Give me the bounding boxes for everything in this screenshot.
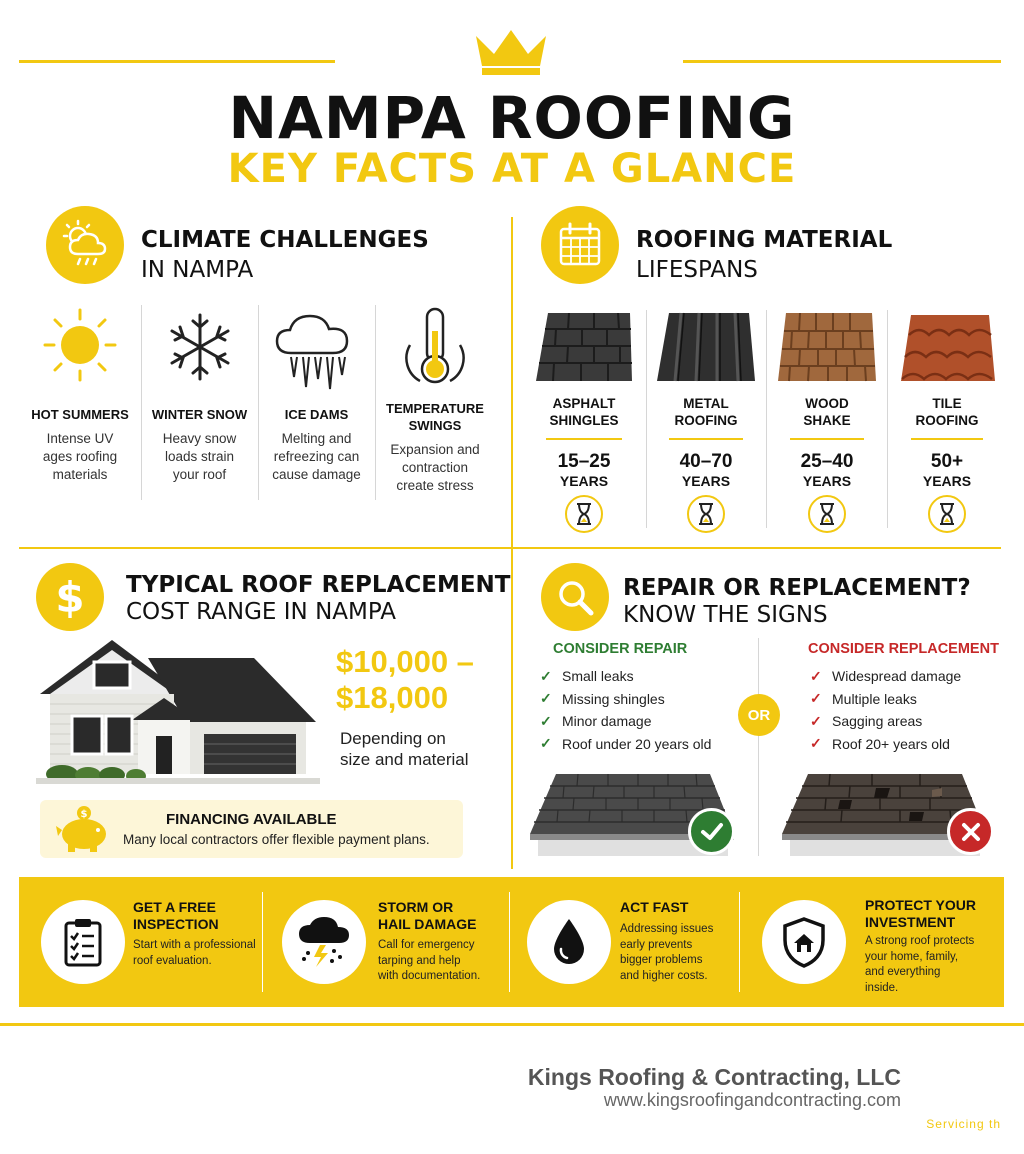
hourglass-icon <box>687 495 725 533</box>
check-icon <box>688 808 735 855</box>
climate-label: ICE DAMS <box>284 407 349 422</box>
header-rule-right <box>683 60 1001 63</box>
thermometer-icon <box>396 305 474 391</box>
material-years: 15–25 <box>557 451 611 472</box>
list-item: ✓ Widespread damage <box>810 667 962 685</box>
material-label: TILE ROOFING <box>915 396 979 428</box>
footer-rule <box>0 1023 1024 1026</box>
materials-title: ROOFING MATERIAL <box>636 227 893 253</box>
storm-icon <box>282 900 366 984</box>
band-title: STORM OR HAIL DAMAGE <box>378 899 477 932</box>
snowflake-icon <box>164 311 236 383</box>
band-divider <box>262 892 263 992</box>
asphalt-shingle-icon <box>534 309 634 385</box>
material-label: METAL ROOFING <box>674 396 738 428</box>
material-years-unit: YEARS <box>802 473 852 489</box>
climate-label: HOT SUMMERS <box>31 407 129 422</box>
climate-subtitle: IN NAMPA <box>141 257 254 283</box>
climate-desc: Heavy snow loads strain your roof <box>162 431 237 482</box>
material-col-divider <box>766 310 767 528</box>
cost-subtitle: COST RANGE IN NAMPA <box>126 599 396 625</box>
servicing-text: Servicing th <box>926 1117 1001 1131</box>
climate-label: WINTER SNOW <box>151 407 248 422</box>
company-website[interactable]: www.kingsroofingandcontracting.com <box>603 1090 901 1110</box>
climate-item-winter-snow <box>142 305 257 500</box>
material-rule <box>911 438 983 440</box>
material-years: 25–40 <box>800 451 854 472</box>
page-title: NAMPA ROOFING <box>228 84 796 152</box>
material-years-unit: YEARS <box>559 473 609 489</box>
price-low: $10,000 – <box>336 644 474 679</box>
icicle-cloud-icon <box>273 311 361 395</box>
band-desc: Call for emergency tarping and help with documentation. <box>378 939 481 982</box>
list-item: ✓ Sagging areas <box>810 712 923 730</box>
climate-label: TEMPERATURE SWINGS <box>386 401 484 433</box>
material-asphalt <box>524 305 644 530</box>
calendar-icon <box>541 206 619 284</box>
band-desc: Start with a professional roof evaluation. <box>133 939 256 967</box>
or-badge: OR <box>738 694 780 736</box>
cost-note: Depending on size and material <box>340 729 469 769</box>
band-desc: Addressing issues early prevents bigger problems and higher costs. <box>620 923 714 982</box>
material-col-divider <box>887 310 888 528</box>
band-divider <box>509 892 510 992</box>
wood-shake-icon <box>776 309 878 385</box>
climate-item-hot-summers <box>22 305 138 500</box>
x-icon <box>947 808 994 855</box>
hourglass-icon <box>808 495 846 533</box>
consider-replacement-title: CONSIDER REPLACEMENT <box>808 641 999 657</box>
company-name: Kings Roofing & Contracting, LLC <box>527 1064 901 1090</box>
center-divider <box>511 217 513 869</box>
hourglass-icon <box>565 495 603 533</box>
list-item: ✓ Roof under 20 years old <box>540 735 712 752</box>
clipboard-icon <box>41 900 125 984</box>
band-title: PROTECT YOUR INVESTMENT <box>865 897 976 930</box>
climate-title: CLIMATE CHALLENGES <box>141 227 429 253</box>
tips-band <box>19 877 1004 1007</box>
shield-house-icon <box>762 900 846 984</box>
sun-icon <box>42 307 118 383</box>
tile-roof-icon <box>899 309 997 385</box>
list-item: ✓ Small leaks <box>540 667 634 685</box>
material-label: WOOD SHAKE <box>803 396 851 428</box>
metal-roof-icon <box>655 309 757 385</box>
repair-signs-list <box>540 665 711 755</box>
material-years-unit: YEARS <box>922 473 972 489</box>
material-rule <box>669 438 743 440</box>
cost-title: TYPICAL ROOF REPLACEMENT <box>126 572 511 598</box>
climate-desc: Intense UV ages roofing materials <box>42 431 118 482</box>
list-item: ✓ Roof 20+ years old <box>810 735 950 752</box>
material-label: ASPHALT SHINGLES <box>549 396 619 428</box>
material-rule <box>790 438 864 440</box>
drop-icon <box>527 900 611 984</box>
materials-subtitle: LIFESPANS <box>636 257 758 283</box>
house-illustration <box>36 632 320 784</box>
list-item: ✓ Multiple leaks <box>810 690 917 707</box>
page-subtitle: KEY FACTS AT A GLANCE <box>227 146 797 192</box>
consider-repair-title: CONSIDER REPAIR <box>553 641 688 657</box>
piggy-bank-icon <box>54 804 112 854</box>
band-title: GET A FREE INSPECTION <box>133 899 219 932</box>
hourglass-icon <box>928 495 966 533</box>
replacement-signs-list <box>810 665 961 755</box>
climate-item-ice-dams <box>259 305 374 500</box>
material-rule <box>546 438 622 440</box>
material-years: 40–70 <box>679 451 733 472</box>
band-divider <box>739 892 740 992</box>
middle-divider <box>19 547 1001 549</box>
material-tile <box>889 305 1005 530</box>
material-years-unit: YEARS <box>681 473 731 489</box>
svg-text:$: $ <box>80 809 88 820</box>
weather-icon <box>46 206 124 284</box>
band-title: ACT FAST <box>620 899 689 915</box>
climate-item-temperature-swings <box>376 305 494 500</box>
material-metal <box>647 305 765 530</box>
header-rule-left <box>19 60 335 63</box>
band-desc: A strong roof protects your home, family, and everything inside. <box>865 935 975 994</box>
magnifier-icon <box>541 563 609 631</box>
material-years: 50+ <box>930 451 964 472</box>
repair-divider <box>758 638 759 856</box>
price-high: $18,000 <box>336 680 449 715</box>
list-item: ✓ Minor damage <box>540 712 652 730</box>
financing-box <box>40 800 463 858</box>
repair-subtitle: KNOW THE SIGNS <box>623 602 828 628</box>
crown-icon <box>472 28 550 76</box>
list-item: ✓ Missing shingles <box>540 690 665 707</box>
material-wood <box>768 305 886 530</box>
financing-title: FINANCING AVAILABLE <box>166 811 337 828</box>
climate-desc: Melting and refreezing can cause damage <box>272 431 361 482</box>
repair-title: REPAIR OR REPLACEMENT? <box>623 575 971 601</box>
financing-desc: Many local contractors offer flexible payment plans. <box>123 832 430 847</box>
climate-desc: Expansion and contraction create stress <box>390 442 480 493</box>
dollar-icon: $ <box>36 563 104 631</box>
